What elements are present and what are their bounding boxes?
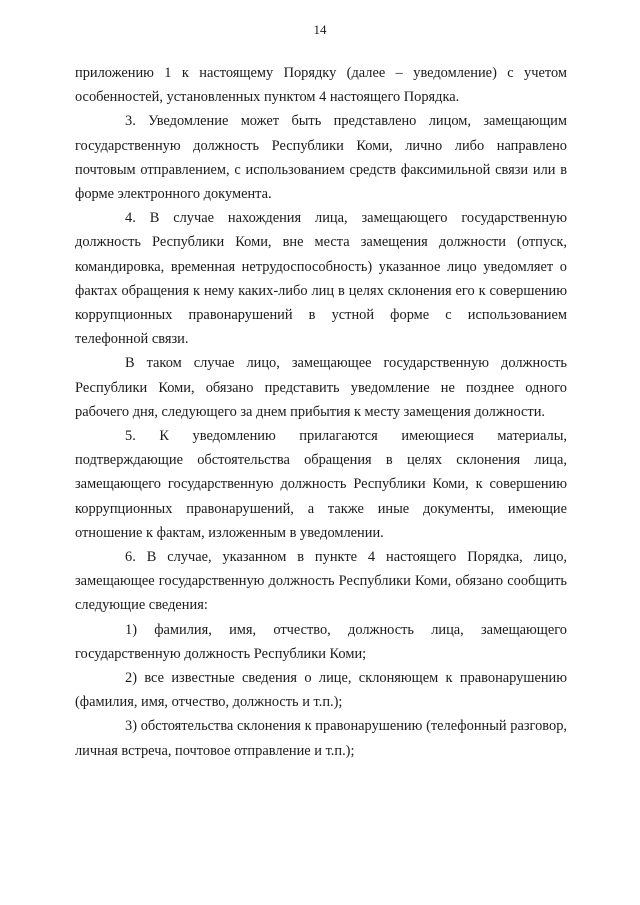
paragraph-item-4: 4. В случае нахождения лица, замещающего государственную должность Республики Коми, вне места замещения должности (отпуск, командировка, временная нетрудоспособность) указанное лицо уведомляет о фактах обращения к нему каких-либо лиц в целях склонения его к совершению коррупционных правонарушений в устной форме с использованием телефонной связи. [75, 210, 567, 348]
list-item-3: 3) обстоятельства склонения к правонарушению (телефонный разговор, личная встреча, почтовое отправление и т.п.); [75, 718, 567, 759]
paragraph-continuation: приложению 1 к настоящему Порядку (далее – уведомление) с учетом особенностей, установленных пунктом 4 настоящего Порядка. [75, 65, 567, 106]
paragraph-item-6: 6. В случае, указанном в пункте 4 настоящего Порядка, лицо, замещающее государственную должность Республики Коми, обязано сообщить следующие сведения: [75, 549, 567, 614]
paragraph-item-5: 5. К уведомлению прилагаются имеющиеся материалы, подтверждающие обстоятельства обращения в целях склонения лица, замещающего государственную должность Республики Коми, к совершению коррупционных правонарушений, а также иные документы, имеющие отношение к фактам, изложенным в уведомлении. [75, 428, 567, 541]
list-item-1: 1) фамилия, имя, отчество, должность лица, замещающего государственную должность Республики Коми; [75, 621, 567, 662]
document-body [75, 61, 567, 763]
list-item-2: 2) все известные сведения о лице, склоняющем к правонарушению (фамилия, имя, отчество, должность и т.п.); [75, 670, 567, 711]
paragraph-item-4-cont: В таком случае лицо, замещающее государственную должность Республики Коми, обязано представить уведомление не позднее одного рабочего дня, следующего за днем прибытия к месту замещения должности. [75, 355, 567, 420]
paragraph-item-3: 3. Уведомление может быть представлено лицом, замещающим государственную должность Республики Коми, лично либо направлено почтовым отправлением, с использованием средств факсимильной связи или в форме электронного документа. [75, 113, 567, 203]
page-number: 14 [313, 22, 327, 37]
